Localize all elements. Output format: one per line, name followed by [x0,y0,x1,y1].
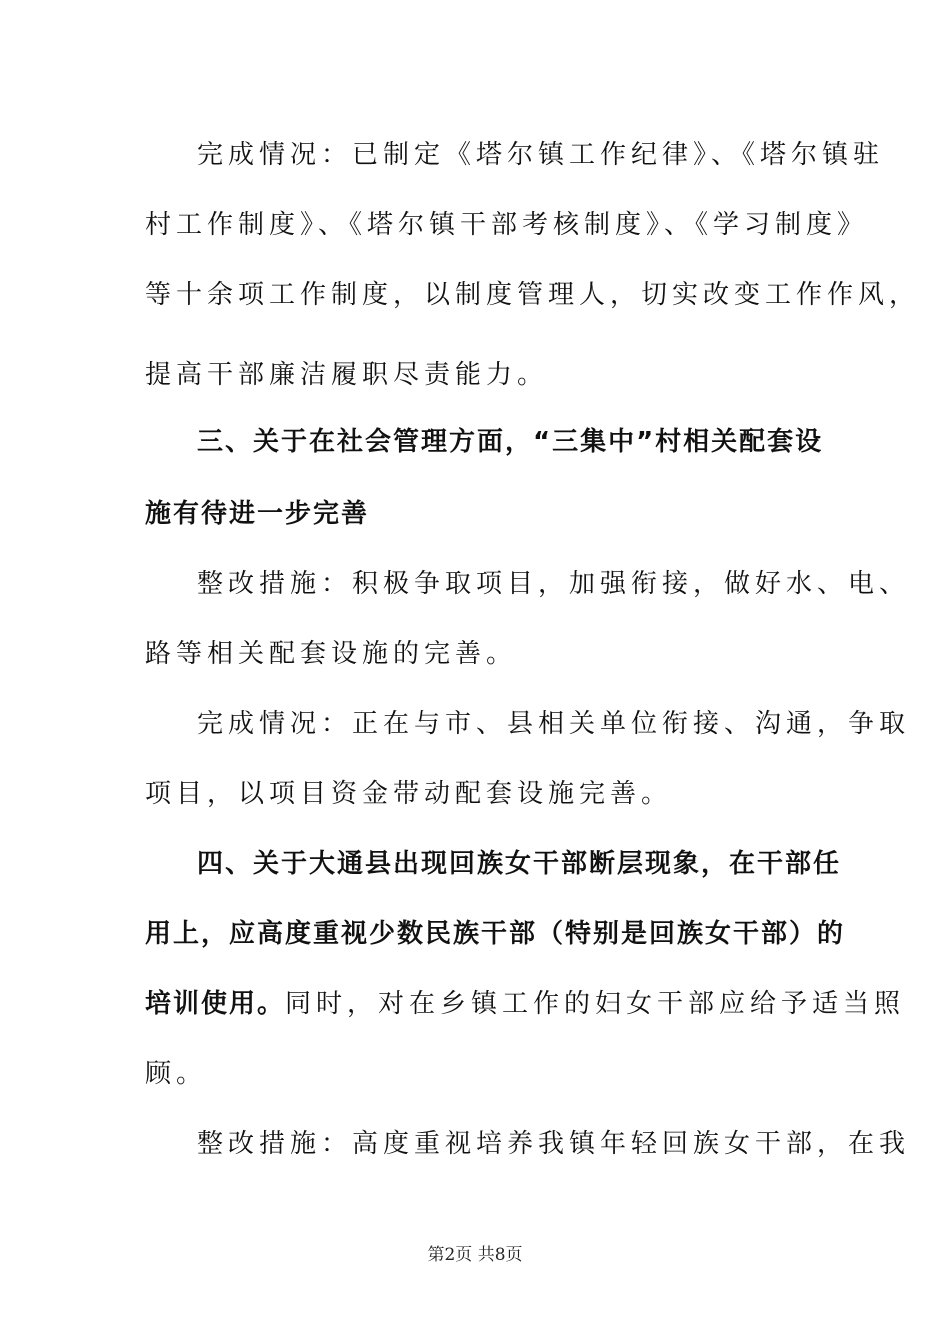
paragraph-line: 提高干部廉洁履职尽责能力。 [145,360,549,390]
paragraph-line: 路等相关配套设施的完善。 [145,639,518,669]
paragraph-line: 村工作制度》、《塔尔镇干部考核制度》、《学习制度》 [145,210,869,240]
section-heading-line: 四、关于大通县出现回族女干部断层现象，在干部任 [197,849,842,879]
paragraph-line: 完成情况：正在与市、县相关单位衔接、沟通，争取 [197,709,911,739]
section-heading-line: 施有待进一步完善 [145,499,370,529]
paragraph-line: 等十余项工作制度，以制度管理人，切实改变工作作风， [145,280,921,310]
paragraph-line: 项目，以项目资金带动配套设施完善。 [145,779,673,809]
paragraph-line: 整改措施：高度重视培养我镇年轻回族女干部，在我 [197,1129,911,1159]
section-heading-line: 三、关于在社会管理方面，“三集中”村相关配套设 [197,427,824,457]
section-heading-tail: 培训使用。 [145,989,286,1019]
section-heading-line: 用上，应高度重视少数民族干部（特别是回族女干部）的 [145,919,846,949]
paragraph-line: 顾。 [145,1059,208,1089]
page-footer: 第2页 共8页 [427,1245,523,1265]
paragraph-line: 整改措施：积极争取项目，加强衔接，做好水、电、 [197,569,911,599]
paragraph-line: 完成情况：已制定《塔尔镇工作纪律》、《塔尔镇驻 [197,140,885,170]
paragraph-text: 同时，对在乡镇工作的妇女干部应给予适当照 [285,989,906,1019]
mixed-paragraph-line [145,986,906,1022]
